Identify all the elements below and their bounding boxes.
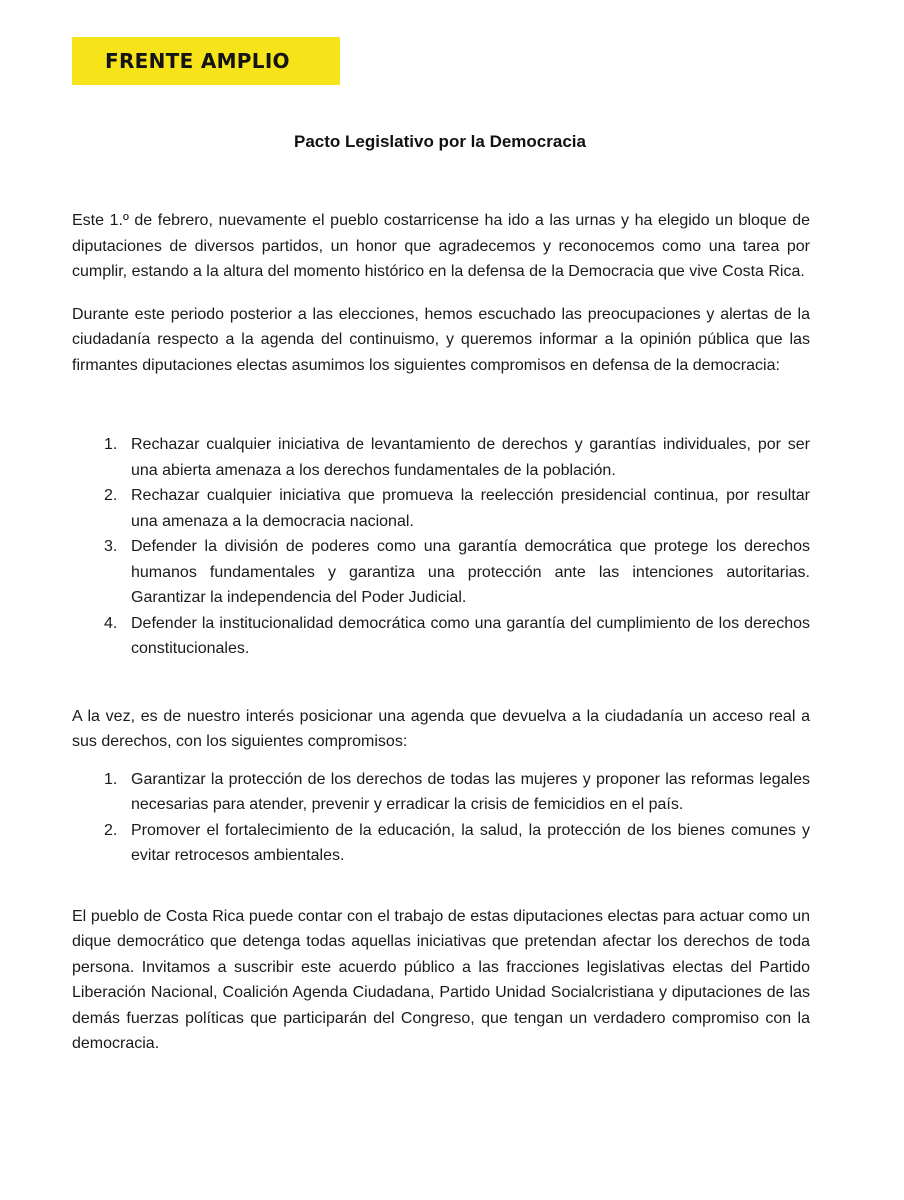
list-number: 3. xyxy=(104,538,118,555)
intro-paragraph: Este 1.º de febrero, nuevamente el pueblo costarricense ha ido a las urnas y ha elegido un bloque de diputaciones de diversos partidos, un honor que agradecemos y reconocemos como una tarea por cumplir, estando a la altura del momento histórico en la defensa de la Democracia que vive Costa Rica. xyxy=(72,212,810,280)
list-item xyxy=(72,611,810,662)
list-number: 2. xyxy=(104,487,118,504)
list-item xyxy=(72,432,810,483)
commitments-list xyxy=(72,432,810,662)
list-number: 4. xyxy=(104,614,118,632)
document-body xyxy=(72,208,810,1057)
list-number: 1. xyxy=(104,436,118,453)
list-item xyxy=(72,818,810,869)
list-item-text: Garantizar la protección de los derechos de todas las mujeres y proponer las reformas legales necesarias para atender, prevenir y erradicar la crisis de femicidios en el país. xyxy=(131,770,810,813)
concerns-paragraph: Durante este periodo posterior a las elecciones, hemos escuchado las preocupaciones y alertas de la ciudadanía respecto a la agenda del continuismo, y queremos informar a la opinión pública que las firmantes diputaciones electas asumimos los siguientes compromisos en defensa de la democracia: xyxy=(72,305,810,374)
list-item xyxy=(72,767,810,818)
document-title: Pacto Legislativo por la Democracia xyxy=(294,132,586,151)
list-item xyxy=(72,483,810,534)
agenda-list xyxy=(72,767,810,869)
list-item-text: Defender la institucionalidad democrática como una garantía del cumplimiento de los derechos constitucionales. xyxy=(131,614,810,657)
closing-paragraph: El pueblo de Costa Rica puede contar con el trabajo de estas diputaciones electas para actuar como un dique democrático que detenga todas aquellas iniciativas que pretendan afectar los derechos de toda persona. Invitamos a suscribir este acuerdo público a las fracciones legislativas electas del Partido Liberación Nacional, Coalición Agenda Ciudadana, Partido Unidad Socialcristiana y diputaciones de las demás fuerzas políticas que participarán del Congreso, que tengan un verdadero compromiso con la democracia. xyxy=(72,907,810,1052)
logo-text: FRENTE AMPLIO xyxy=(105,49,290,73)
agenda-paragraph: A la vez, es de nuestro interés posicionar una agenda que devuelva a la ciudadanía un acceso real a sus derechos, con los siguientes compromisos: xyxy=(72,707,810,750)
frente-amplio-logo xyxy=(72,37,340,85)
list-item-text: Defender la división de poderes como una garantía democrática que protege los derechos humanos fundamentales y garantiza una protección ante las intenciones autoritarias. Garantizar la independencia del Poder Judicial. xyxy=(131,538,810,606)
list-number: 1. xyxy=(104,770,118,788)
list-item xyxy=(72,534,810,611)
list-item-text: Rechazar cualquier iniciativa que promueva la reelección presidencial continua, por resultar una amenaza a la democracia nacional. xyxy=(131,487,810,530)
list-item-text: Promover el fortalecimiento de la educación, la salud, la protección de los bienes comunes y evitar retrocesos ambientales. xyxy=(131,821,810,864)
list-item-text: Rechazar cualquier iniciativa de levantamiento de derechos y garantías individuales, por ser una abierta amenaza a los derechos fundamentales de la población. xyxy=(131,436,810,479)
list-number: 2. xyxy=(104,821,118,839)
